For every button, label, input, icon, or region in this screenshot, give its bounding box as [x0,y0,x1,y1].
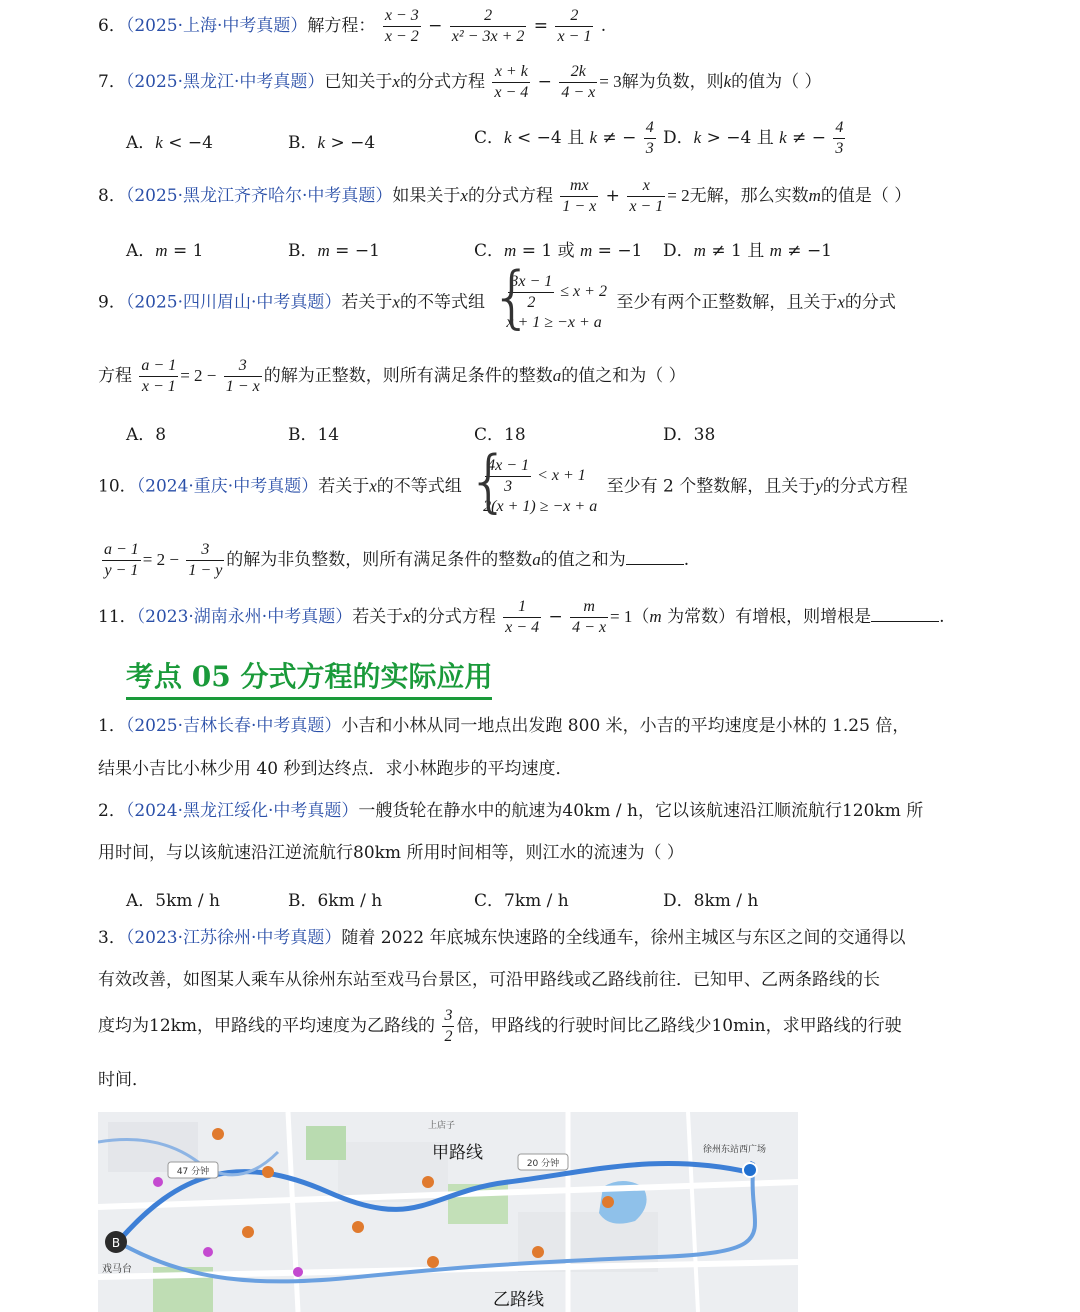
problem-2: 2．（2024·黑龙江绥化·中考真题）一艘货轮在静水中的航速为40km / h，它以该航速沿江顺流航行120km 所 [98,801,924,821]
park [306,1126,346,1160]
start-label: 徐州东站西广场 [703,1145,767,1155]
question-10: 10．（2024·重庆·中考真题）若关于x的不等式组 { $\frac{4x - 1}{3}$ < x + 1 2(x + 1) ≥ −x + a 至少有 2 个整数解，且关于y的分式方程 [98,456,908,518]
source-tag: （2025·黑龙江·中考真题） [125,72,325,92]
question-7: 7．（2025·黑龙江·中考真题）已知关于x的分式方程 $\frac{x + k}{x - 4}$ − $\frac{2k}{4 - x}$ = 3解为负数，则k的值为（ ） [98,63,822,101]
problem-1-cont: 结果小吉比小林少用 40 秒到达终点．求小林跑步的平均速度． [98,759,573,779]
fraction: $\frac{3}{1 - y}$ [188,541,223,579]
fraction: $\frac{a - 1}{x - 1}$ [141,357,177,395]
question-9-cont: 方程 $\frac{a - 1}{x - 1}$ = 2 − $\frac{3}{1 - x}$ 的解为正整数，则所有满足条件的整数a的值之和为（ ） [98,357,686,395]
option-b: B．k > −4 [288,133,376,153]
option-a: A．5km / h [126,891,220,911]
option-d: D．8km / h [663,891,759,911]
option-a: A．k < −4 [126,133,213,153]
option-d: D．m ≠ 1 且 m ≠ −1 [663,241,833,261]
source-tag: （2025·黑龙江齐齐哈尔·中考真题） [125,186,393,206]
question-10-cont: $\frac{a - 1}{y - 1}$ = 2 − $\frac{3}{1 - y}$ 的解为非负整数，则所有满足条件的整数a的值之和为 . [104,541,690,579]
fraction: $\frac{a - 1}{y - 1}$ [104,541,139,579]
fraction: $\frac{m}{4 - x}$ [572,598,607,636]
option-b: B．m = −1 [288,241,380,261]
problem-3: 3．（2023·江苏徐州·中考真题）随着 2022 年底城东快速路的全线通车，徐州主城区与东区之间的交通得以 [98,928,906,948]
fraction: $\frac{3}{2}$ [444,1007,453,1045]
fraction: $\frac{x - 3}{x - 2}$ [384,7,419,45]
fraction: $\frac{2}{x - 1}$ [557,7,592,45]
option-a: A．m = 1 [126,241,204,261]
route-a-label: 甲路线 [432,1143,483,1163]
option-a: A．8 [126,425,167,445]
source-tag: （2025·四川眉山·中考真题） [125,292,342,313]
question-8: 8．（2025·黑龙江齐齐哈尔·中考真题）如果关于x的分式方程 $\frac{mx}{1 - x}$ + $\frac{x}{x - 1}$ = 2无解，那么实数m的值是（ ） [98,177,912,215]
question-11: 11．（2023·湖南永州·中考真题）若关于x的分式方程 $\frac{1}{x - 4}$ − $\frac{m}{4 - x}$ = 1（m 为常数）有增根，则增根是 . [98,598,945,636]
fraction: $\frac{1}{x - 4}$ [505,598,540,636]
option-b: B．6km / h [288,891,383,911]
section-title: 考点 05 分式方程的实际应用 [126,655,492,700]
problem-1: 1．（2025·吉林长春·中考真题）小吉和小林从同一地点出发跑 800 米，小吉的平均速度是小林的 1.25 倍， [98,716,910,736]
source-tag: （2024·黑龙江绥化·中考真题） [125,801,359,821]
fraction: $\frac{2}{\text{x² − 3x + 2}}$ [451,7,525,45]
map-canvas [98,1112,798,1312]
fraction: $\frac{3}{1 - x}$ [225,357,260,395]
route-map [98,1112,798,1312]
question-6: 6．（2025·上海·中考真题）解方程： $\frac{x - 3}{x - 2}$ − $\frac{2}{\text{x² − 3x + 2}}$ = $\frac{2}{x - 1}$ . [98,7,607,45]
fraction: $\frac{x}{x - 1}$ [629,177,664,215]
option-b: B．14 [288,425,340,445]
source-tag: （2025·吉林长春·中考真题） [125,716,342,736]
problem-3-cont2: 度均为12km，甲路线的平均速度为乙路线的 $\frac{3}{2}$ 倍，甲路线的行驶时间比乙路线少10min，求甲路线的行驶 [98,1007,902,1045]
time-badge: 47 分钟 [176,1167,210,1177]
marker-label: B [111,1236,121,1250]
fraction: $\frac{x + k}{x - 4}$ [494,63,529,101]
source-tag: （2024·重庆·中考真题） [136,476,319,497]
problem-2-cont: 用时间，与以该航速沿江逆流航行80km 所用时间相等，则江水的流速为（ ） [98,843,684,863]
problem-3-cont3: 时间． [98,1070,149,1090]
option-d: D．38 [663,425,716,445]
fraction: $\frac{mx}{1 - x}$ [562,177,597,215]
source-tag: （2023·江苏徐州·中考真题） [125,928,342,948]
fraction: $\frac{2k}{4 - x}$ [561,63,596,101]
question-9: 9．（2025·四川眉山·中考真题）若关于x的不等式组 { $\frac{3x - 1}{2}$ ≤ x + 2 x + 1 ≥ −x + a 至少有两个正整数解，且关于x的分式 [98,272,896,334]
route-b-label: 乙路线 [493,1290,544,1310]
source-tag: （2025·上海·中考真题） [125,16,308,36]
inequality-system: { $\frac{4x - 1}{3}$ < x + 1 2(x + 1) ≥ −x + a [471,456,597,518]
option-c: C．18 [474,425,526,445]
area-label: 上店子 [428,1121,456,1131]
problem-3-cont: 有效改善，如图某人乘车从徐州东站至戏马台景区，可沿甲路线或乙路线前往．已知甲、乙两条路线的长 [98,970,880,990]
start-marker [743,1163,757,1177]
source-tag: （2023·湖南永州·中考真题） [136,607,353,627]
option-c: C．7km / h [474,891,569,911]
option-c: C．m = 1 或 m = −1 [474,241,643,261]
time-badge: 20 分钟 [526,1159,560,1169]
option-d: D．k > −4 且 k ≠ − $\frac{4}{3}$ [663,119,844,157]
option-c: C．k < −4 且 k ≠ − $\frac{4}{3}$ [474,119,654,157]
place-label: 戏马台 [102,1264,132,1275]
inequality-system: { $\frac{3x - 1}{2}$ ≤ x + 2 x + 1 ≥ −x + a [494,272,607,334]
